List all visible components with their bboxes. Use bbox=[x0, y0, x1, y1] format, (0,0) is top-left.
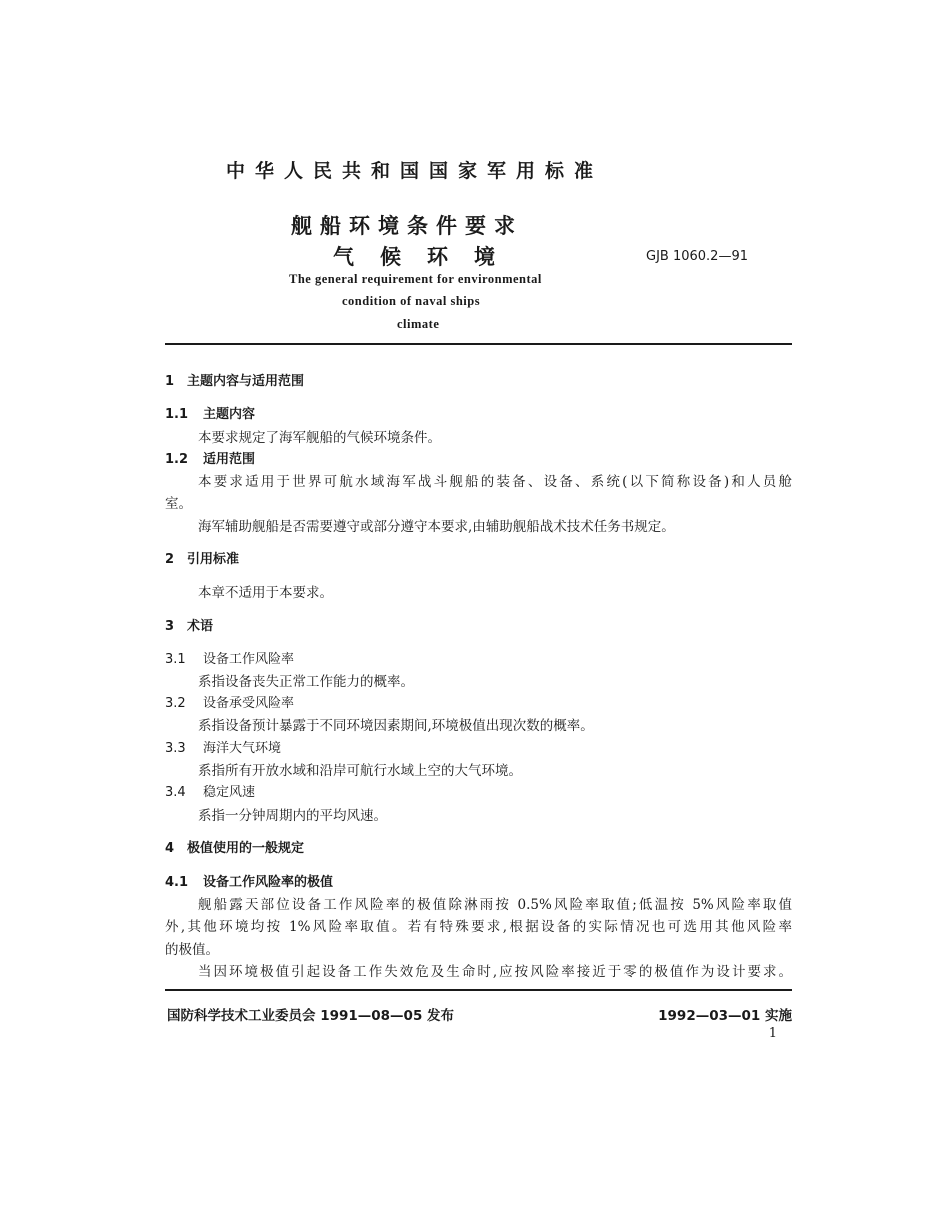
term-title: 设备工作风险率 bbox=[203, 652, 295, 667]
english-title-line-3: climate bbox=[397, 317, 440, 331]
english-title-line-2: condition of naval ships bbox=[342, 294, 481, 308]
section-1-heading bbox=[165, 370, 304, 389]
section-title: 引用标准 bbox=[187, 552, 240, 567]
term-definition: 系指设备预计暴露于不同环境因素期间,环境极值出现次数的概率。 bbox=[198, 718, 594, 734]
section-number: 3.4 bbox=[165, 785, 186, 800]
section-title: 术语 bbox=[187, 619, 214, 634]
effective-date: 1992—03—01 实施 bbox=[658, 1008, 792, 1024]
section-number: 4.1 bbox=[165, 875, 189, 890]
term-definition: 系指所有开放水域和沿岸可航行水域上空的大气环境。 bbox=[198, 763, 522, 779]
footer-divider bbox=[165, 989, 792, 991]
section-number: 3 bbox=[165, 619, 175, 634]
paragraph: 舰船露天部位设备工作风险率的极值除淋雨按 0.5%风险率取值;低温按 5%风险率取值 bbox=[198, 897, 792, 913]
document-title: 舰船环境条件要求 bbox=[291, 214, 523, 238]
term-3-4-heading bbox=[165, 781, 255, 800]
issuer-and-release-date: 国防科学技术工业委员会 1991—08—05 发布 bbox=[167, 1008, 455, 1024]
section-2-heading bbox=[165, 548, 239, 567]
header-divider bbox=[165, 343, 792, 345]
document-subtitle: 气候环境 bbox=[333, 245, 521, 269]
english-title-line-1: The general requirement for environmental bbox=[289, 272, 542, 286]
section-1-1-heading bbox=[165, 403, 255, 422]
section-title: 主题内容 bbox=[203, 407, 256, 422]
term-3-1-heading bbox=[165, 648, 294, 667]
section-number: 1.1 bbox=[165, 407, 189, 422]
section-number: 2 bbox=[165, 552, 175, 567]
page-number: 1 bbox=[768, 1026, 777, 1041]
section-title: 设备工作风险率的极值 bbox=[203, 875, 334, 890]
paragraph-continuation: 外,其他环境均按 1%风险率取值。若有特殊要求,根据设备的实际情况也可选用其他风险率 bbox=[165, 919, 792, 935]
section-title: 适用范围 bbox=[203, 452, 256, 467]
section-1-2-heading bbox=[165, 448, 255, 467]
section-4-1-heading bbox=[165, 871, 333, 890]
term-definition: 系指设备丧失正常工作能力的概率。 bbox=[198, 674, 414, 690]
term-title: 稳定风速 bbox=[203, 785, 256, 800]
paragraph-continuation: 的极值。 bbox=[165, 942, 219, 958]
paragraph: 本章不适用于本要求。 bbox=[198, 585, 333, 601]
paragraph: 本要求规定了海军舰船的气候环境条件。 bbox=[198, 430, 441, 446]
section-number: 1.2 bbox=[165, 452, 189, 467]
paragraph: 当因环境极值引起设备工作失效危及生命时,应按风险率接近于零的极值作为设计要求。 bbox=[198, 964, 792, 980]
term-title: 设备承受风险率 bbox=[203, 696, 295, 711]
section-number: 1 bbox=[165, 374, 175, 389]
section-number: 4 bbox=[165, 841, 175, 856]
section-number: 3.2 bbox=[165, 696, 186, 711]
section-3-heading bbox=[165, 615, 213, 634]
term-3-2-heading bbox=[165, 692, 294, 711]
section-number: 3.1 bbox=[165, 652, 186, 667]
paragraph-continuation: 室。 bbox=[165, 496, 192, 512]
term-definition: 系指一分钟周期内的平均风速。 bbox=[198, 808, 387, 824]
standard-organization-heading: 中华人民共和国国家军用标准 bbox=[226, 160, 604, 182]
standard-code: GJB 1060.2—91 bbox=[646, 249, 748, 264]
paragraph: 本要求适用于世界可航水域海军战斗舰船的装备、设备、系统(以下简称设备)和人员舱 bbox=[198, 474, 792, 490]
term-title: 海洋大气环境 bbox=[203, 741, 282, 756]
section-4-heading bbox=[165, 837, 304, 856]
section-number: 3.3 bbox=[165, 741, 186, 756]
section-title: 主题内容与适用范围 bbox=[187, 374, 305, 389]
section-title: 极值使用的一般规定 bbox=[187, 841, 305, 856]
term-3-3-heading bbox=[165, 737, 281, 756]
paragraph: 海军辅助舰船是否需要遵守或部分遵守本要求,由辅助舰船战术技术任务书规定。 bbox=[198, 519, 675, 535]
